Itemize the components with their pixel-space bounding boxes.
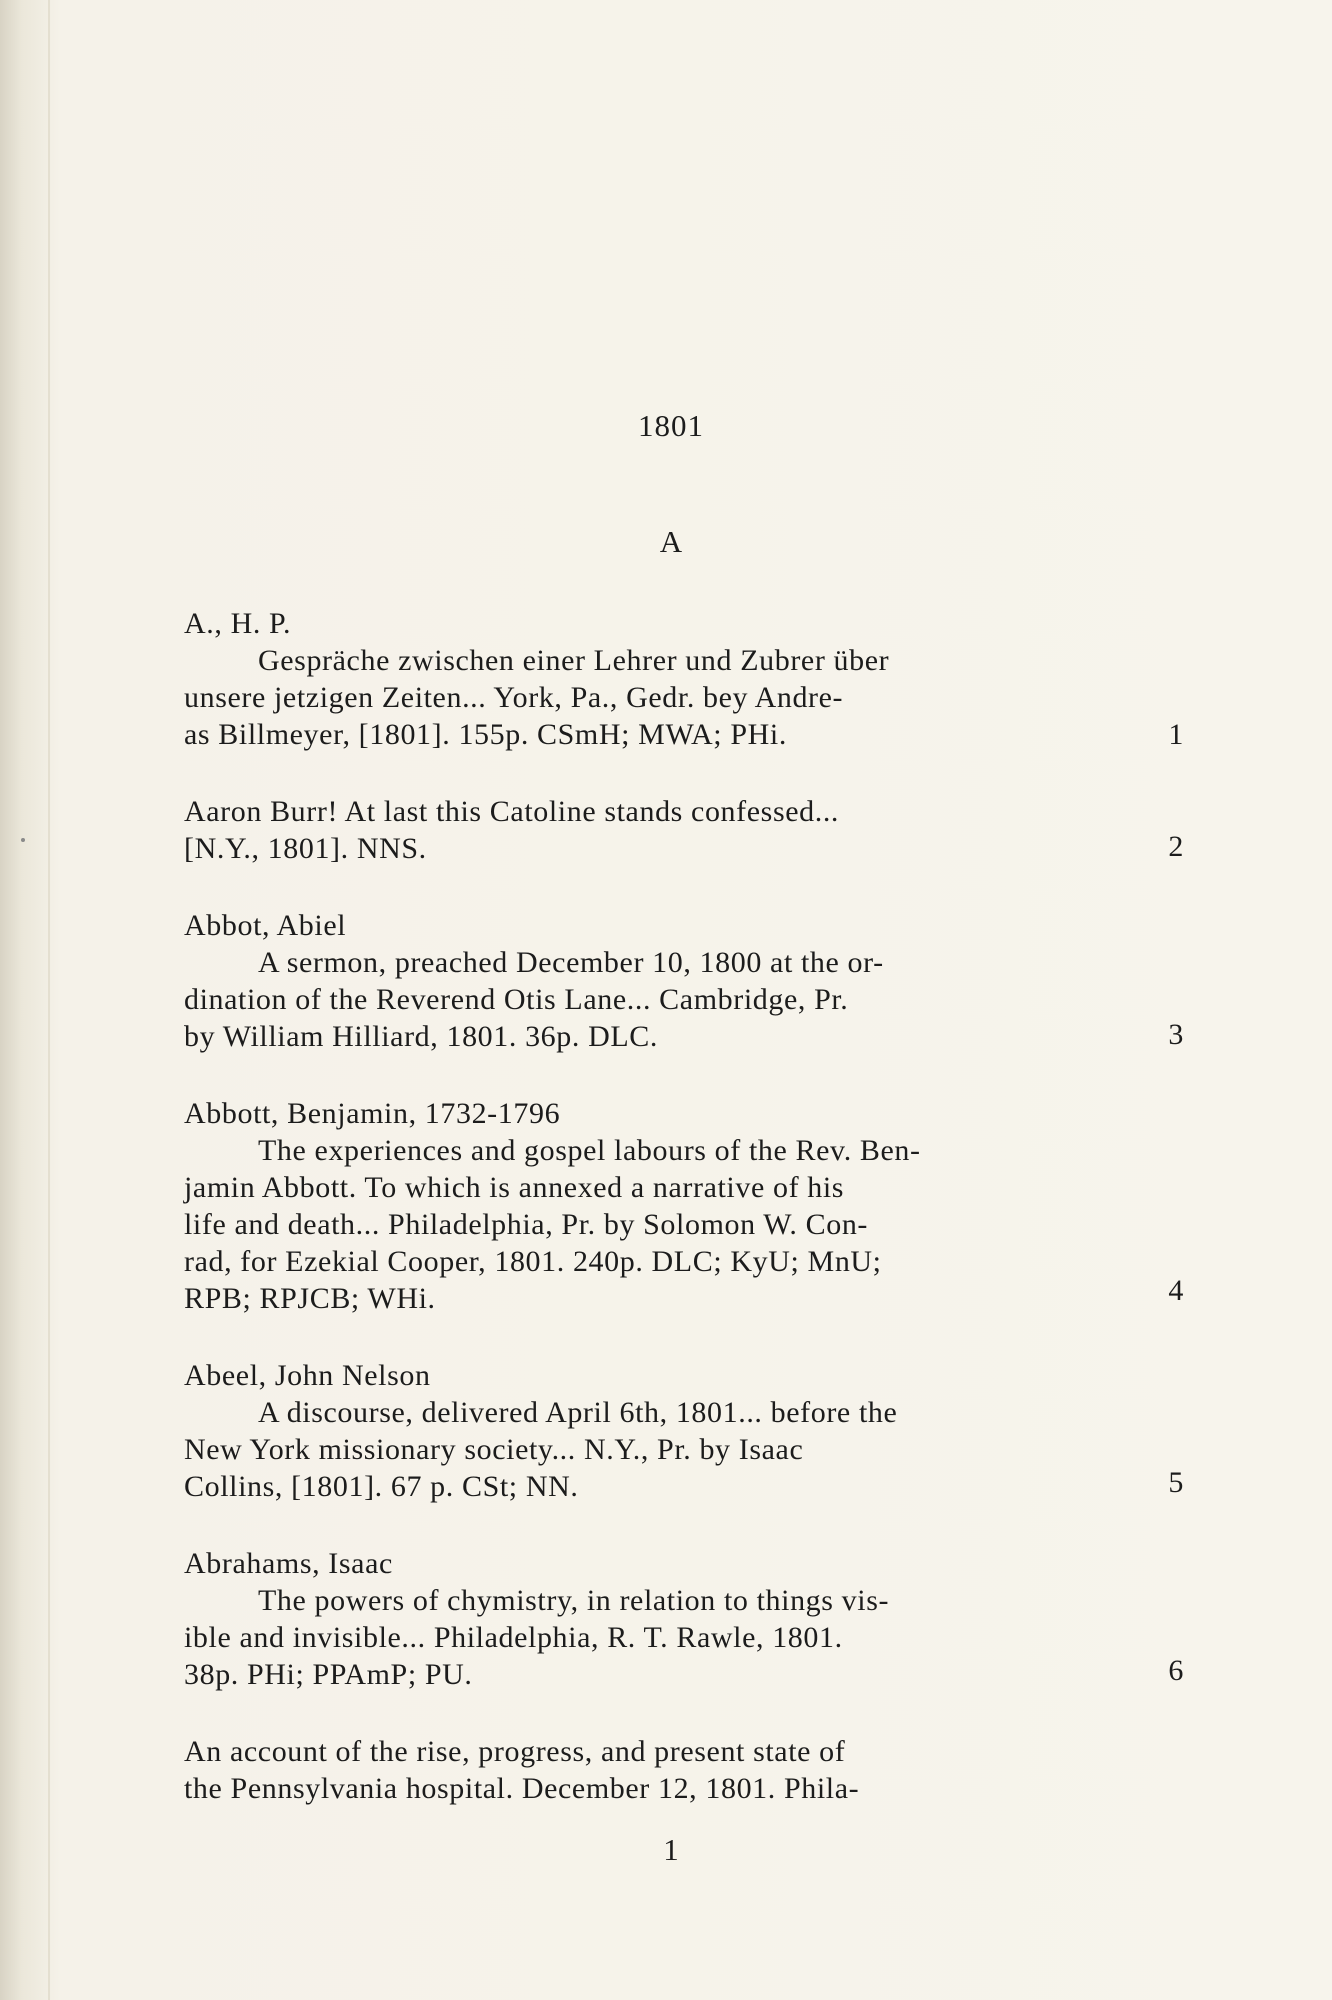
entry-number: 2 [1168, 830, 1184, 863]
bibliography-entry [184, 1545, 1184, 1693]
entry-line: New York missionary society... N.Y., Pr. by Isaac [184, 1433, 804, 1466]
entry-line: ible and invisible... Philadelphia, R. T. Rawle, 1801. [184, 1621, 843, 1654]
bibliography-entry [184, 1357, 1184, 1505]
entry-number: 4 [1168, 1274, 1184, 1307]
entry-line-last [184, 1018, 1184, 1055]
entry-line: An account of the rise, progress, and present state of [184, 1735, 846, 1768]
entry-line: Collins, [1801]. 67 p. CSt; NN. [184, 1470, 579, 1503]
entry-line: 38p. PHi; PPAmP; PU. [184, 1658, 473, 1691]
binding-gutter [48, 0, 50, 2000]
entry-line-last [184, 830, 1184, 867]
entry-line: jamin Abbott. To which is annexed a narrative of his [184, 1171, 845, 1204]
entry-line: by William Hilliard, 1801. 36p. DLC. [184, 1020, 658, 1053]
year-heading: 1801 [638, 408, 704, 443]
entry-line-last [184, 1656, 1184, 1693]
entry-line-last [184, 1468, 1184, 1505]
entry-number: 3 [1168, 1018, 1184, 1051]
bibliography-entries [184, 605, 1184, 1847]
entry-line: dination of the Reverend Otis Lane... Cambridge, Pr. [184, 983, 849, 1016]
entry-line: rad, for Ezekial Cooper, 1801. 240p. DLC; KyU; MnU; [184, 1245, 882, 1278]
entry-line: The powers of chymistry, in relation to things vis- [258, 1584, 890, 1617]
entry-line: A discourse, delivered April 6th, 1801... before the [258, 1396, 898, 1429]
entry-author: Abrahams, Isaac [184, 1547, 393, 1580]
entry-line: A sermon, preached December 10, 1800 at the or- [258, 946, 884, 979]
entry-line: The experiences and gospel labours of the Rev. Ben- [258, 1134, 921, 1167]
bibliography-entry [184, 605, 1184, 753]
entry-line: the Pennsylvania hospital. December 12, 1801. Phila- [184, 1772, 860, 1805]
section-letter-heading: A [659, 524, 683, 559]
entry-line: as Billmeyer, [1801]. 155p. CSmH; MWA; PHi. [184, 718, 787, 751]
bibliography-entry [184, 907, 1184, 1055]
entry-number: 1 [1168, 718, 1184, 751]
entry-line: life and death... Philadelphia, Pr. by Solomon W. Con- [184, 1208, 869, 1241]
ink-speck [21, 838, 25, 842]
entry-number: 6 [1168, 1654, 1184, 1687]
entry-author: Abeel, John Nelson [184, 1359, 431, 1392]
entry-line: Aaron Burr! At last this Catoline stands confessed... [184, 795, 840, 828]
page-number: 1 [663, 1832, 679, 1867]
entry-author: Abbot, Abiel [184, 909, 347, 942]
entry-line: [N.Y., 1801]. NNS. [184, 832, 427, 865]
entry-line-last [184, 716, 1184, 753]
entry-author: Abbott, Benjamin, 1732-1796 [184, 1097, 561, 1130]
bibliography-entry [184, 793, 1184, 867]
bibliography-entry [184, 1095, 1184, 1317]
entry-line-last [184, 1274, 1184, 1317]
entry-line: Gespräche zwischen einer Lehrer und Zubrer über [258, 644, 890, 677]
entry-number: 5 [1168, 1466, 1184, 1499]
entry-line: unsere jetzigen Zeiten... York, Pa., Gedr. bey Andre- [184, 681, 844, 714]
entry-line: RPB; RPJCB; WHi. [184, 1282, 436, 1315]
entry-author: A., H. P. [184, 607, 292, 640]
bibliography-entry [184, 1733, 1184, 1807]
